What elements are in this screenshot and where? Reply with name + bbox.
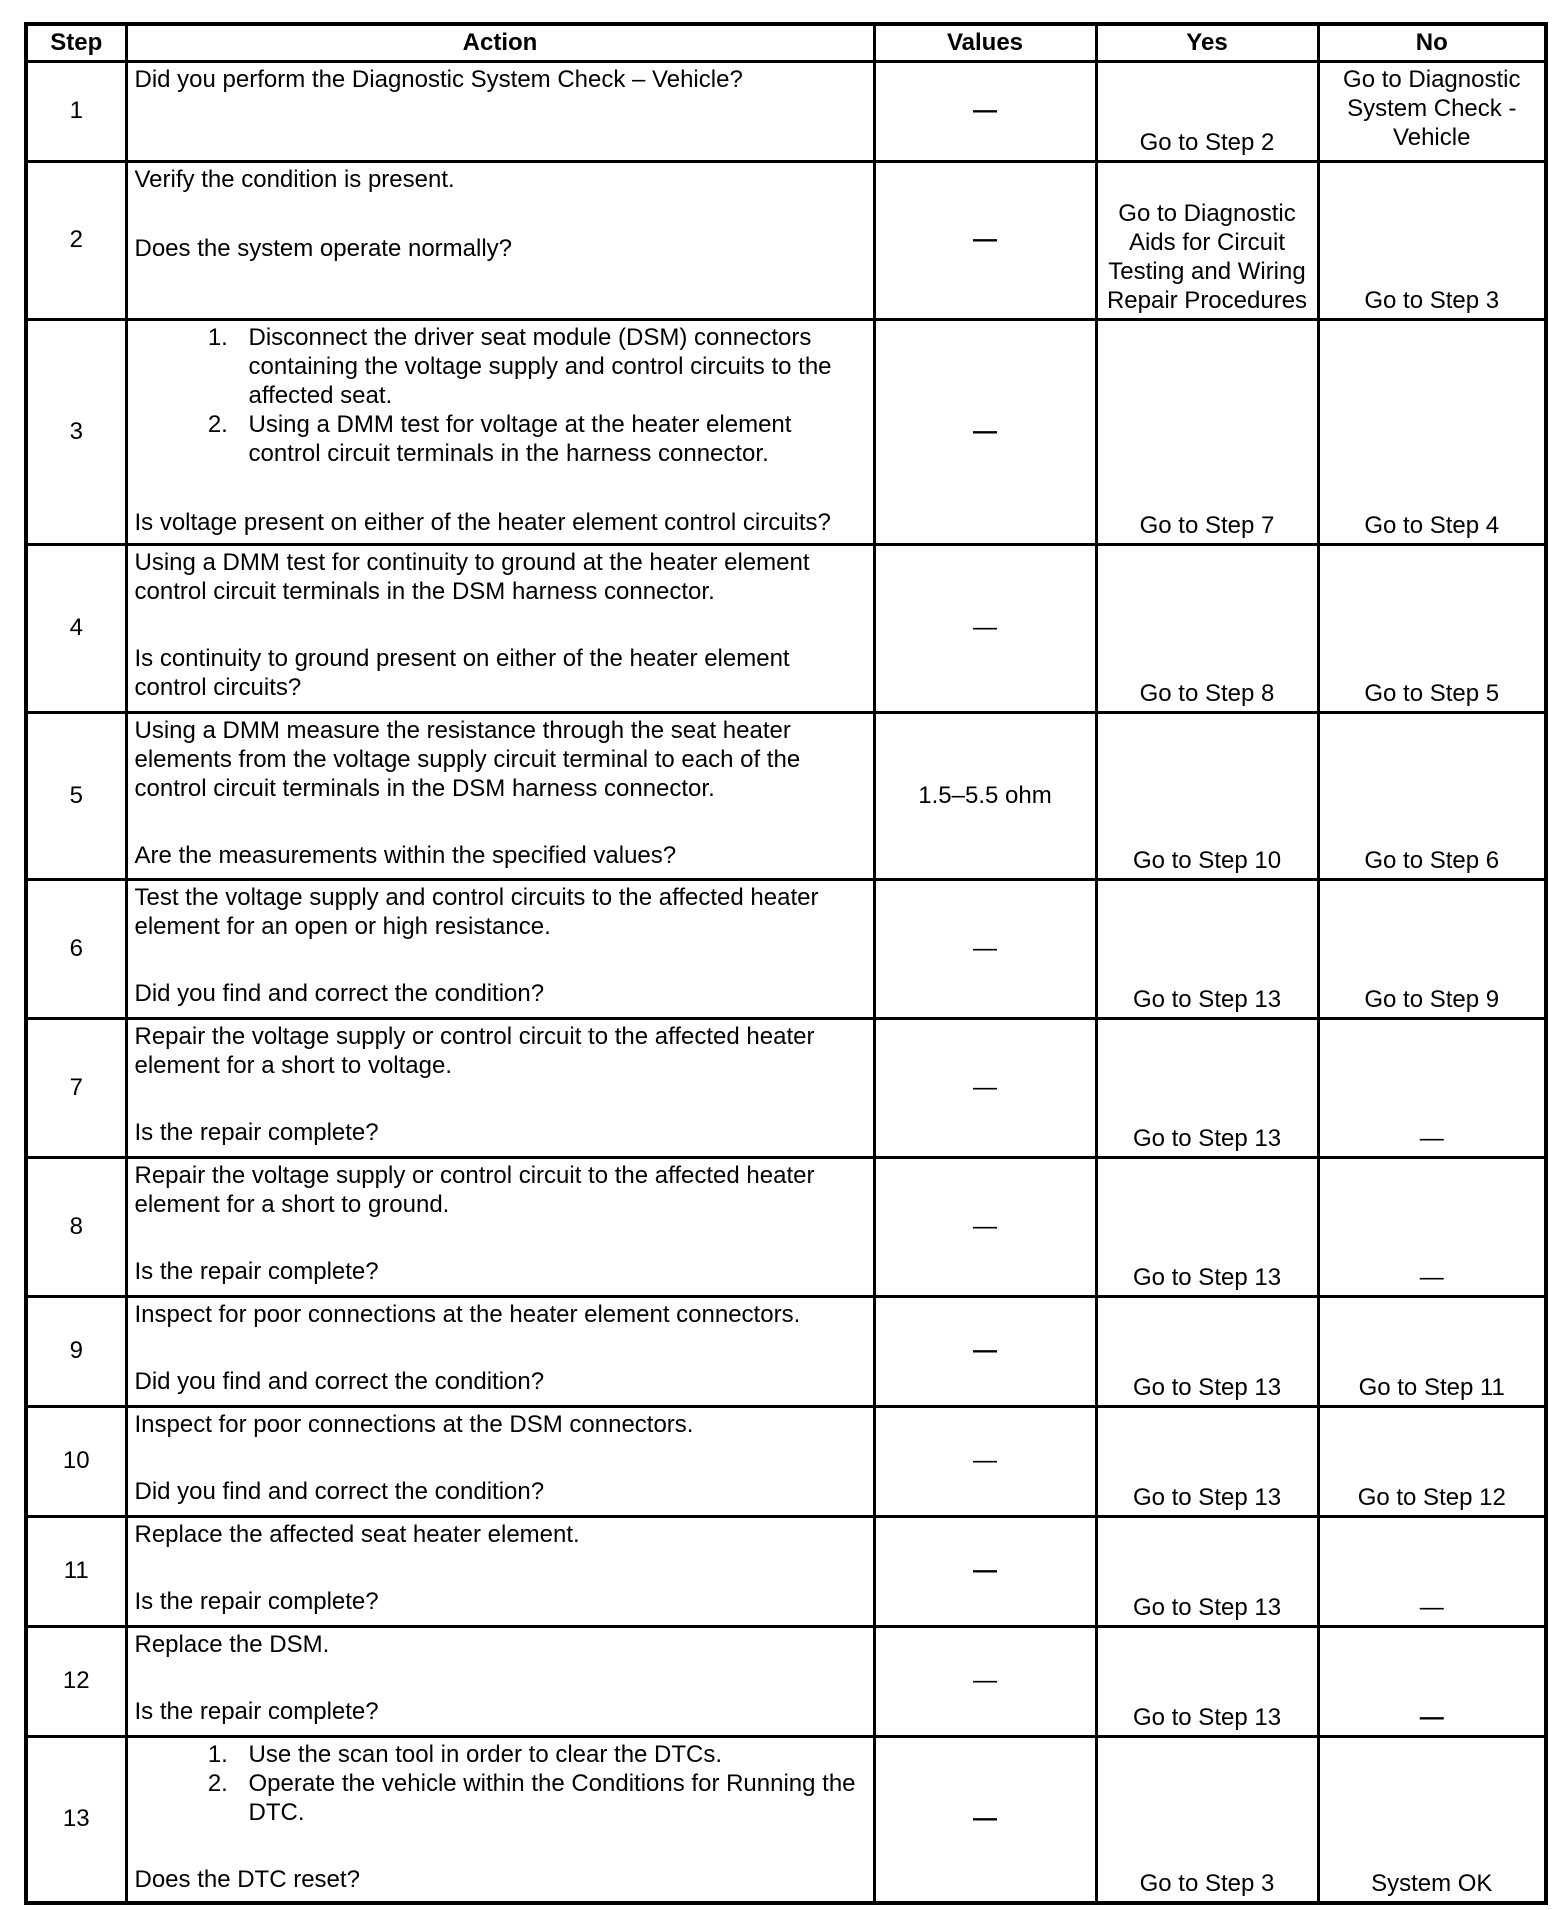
- action-text: Using a DMM measure the resistance through the seat heater elements from the voltage supply circuit terminal to each of the control circuit terminals in the DSM harness connector.: [134, 716, 801, 802]
- value-cell: —: [874, 1736, 1096, 1903]
- yes-cell: Go to Step 13: [1096, 1516, 1318, 1626]
- value-cell: —: [874, 319, 1096, 544]
- no-cell: Go to Step 9: [1318, 879, 1546, 1018]
- action-question: Did you find and correct the condition?: [134, 1477, 545, 1505]
- table-row: [26, 1626, 1546, 1736]
- value-cell: —: [874, 1406, 1096, 1516]
- action-list-item: 1. Disconnect the driver seat module (DSM) connectors containing the voltage supply and control circuits to the affected seat.: [235, 323, 866, 410]
- no-cell: —: [1318, 1516, 1546, 1626]
- no-cell: —: [1318, 1018, 1546, 1157]
- action-list-item: 2. Operate the vehicle within the Conditions for Running the DTC.: [235, 1769, 866, 1827]
- no-cell: Go to Step 5: [1318, 544, 1546, 712]
- action-question: Does the DTC reset?: [134, 1865, 360, 1893]
- yes-cell: Go to Step 10: [1096, 712, 1318, 879]
- step-number: 7: [26, 1018, 126, 1157]
- no-cell: Go to Step 6: [1318, 712, 1546, 879]
- header-step: Step: [26, 24, 126, 61]
- action-question: Did you find and correct the condition?: [134, 979, 545, 1007]
- action-question: Are the measurements within the specified values?: [134, 841, 677, 869]
- value-cell: —: [874, 61, 1096, 161]
- action-text: Did you perform the Diagnostic System Check – Vehicle?: [134, 65, 743, 93]
- action-cell: [126, 712, 874, 879]
- action-question: Is the repair complete?: [134, 1587, 379, 1615]
- no-cell: Go to Step 11: [1318, 1296, 1546, 1406]
- action-cell: [126, 1018, 874, 1157]
- header-action: Action: [126, 24, 874, 61]
- value-cell: —: [874, 1018, 1096, 1157]
- table-row: [26, 1516, 1546, 1626]
- action-text: Repair the voltage supply or control circuit to the affected heater element for a short to ground.: [134, 1161, 815, 1218]
- no-cell: Go to Step 4: [1318, 319, 1546, 544]
- step-number: 8: [26, 1157, 126, 1296]
- action-cell: [126, 1157, 874, 1296]
- action-text: Inspect for poor connections at the DSM connectors.: [134, 1410, 694, 1438]
- no-cell: System OK: [1318, 1736, 1546, 1903]
- action-text: Test the voltage supply and control circuits to the affected heater element for an open or high resistance.: [134, 883, 819, 940]
- action-cell: [126, 1626, 874, 1736]
- yes-cell: Go to Step 2: [1096, 61, 1318, 161]
- table-row: [26, 879, 1546, 1018]
- action-question: Is continuity to ground present on either of the heater element control circuits?: [134, 644, 790, 701]
- step-number: 6: [26, 879, 126, 1018]
- no-cell: Go to Step 12: [1318, 1406, 1546, 1516]
- action-text: Verify the condition is present.: [134, 165, 455, 193]
- action-list-item: 1. Use the scan tool in order to clear the DTCs.: [235, 1740, 866, 1769]
- table-row: [26, 161, 1546, 319]
- step-number: 1: [26, 61, 126, 161]
- action-text: Replace the affected seat heater element.: [134, 1520, 580, 1548]
- step-number: 10: [26, 1406, 126, 1516]
- action-step-list: [135, 323, 866, 468]
- action-text: Repair the voltage supply or control circuit to the affected heater element for a short to voltage.: [134, 1022, 815, 1079]
- yes-cell: Go to Step 8: [1096, 544, 1318, 712]
- action-question: Is the repair complete?: [134, 1257, 379, 1285]
- yes-cell: Go to Step 7: [1096, 319, 1318, 544]
- step-number: 9: [26, 1296, 126, 1406]
- table-row: [26, 319, 1546, 544]
- step-number: 3: [26, 319, 126, 544]
- value-cell: —: [874, 161, 1096, 319]
- value-cell: 1.5–5.5 ohm: [874, 712, 1096, 879]
- action-cell: [126, 61, 874, 161]
- value-cell: —: [874, 1296, 1096, 1406]
- action-cell: [126, 879, 874, 1018]
- action-step-list: [135, 1740, 866, 1827]
- action-text: Inspect for poor connections at the heater element connectors.: [134, 1300, 801, 1328]
- table-row: [26, 1157, 1546, 1296]
- value-cell: —: [874, 1626, 1096, 1736]
- value-cell: —: [874, 1516, 1096, 1626]
- action-question: Is the repair complete?: [134, 1118, 379, 1146]
- yes-cell: Go to Step 3: [1096, 1736, 1318, 1903]
- action-cell: [126, 1406, 874, 1516]
- action-list-item: 2. Using a DMM test for voltage at the heater element control circuit terminals in the harness connector.: [235, 410, 866, 468]
- yes-cell: Go to Step 13: [1096, 1157, 1318, 1296]
- table-row: [26, 1406, 1546, 1516]
- yes-cell: Go to Step 13: [1096, 1626, 1318, 1736]
- value-cell: —: [874, 544, 1096, 712]
- action-cell: [126, 544, 874, 712]
- yes-cell: Go to Step 13: [1096, 1406, 1318, 1516]
- value-cell: —: [874, 879, 1096, 1018]
- table-row: [26, 61, 1546, 161]
- step-number: 11: [26, 1516, 126, 1626]
- action-question: Is voltage present on either of the heater element control circuits?: [134, 508, 831, 536]
- action-cell: [126, 1296, 874, 1406]
- step-number: 12: [26, 1626, 126, 1736]
- action-cell: [126, 319, 874, 544]
- header-row: [26, 24, 1546, 61]
- step-number: 13: [26, 1736, 126, 1903]
- no-cell: Go to Step 3: [1318, 161, 1546, 319]
- no-cell: —: [1318, 1626, 1546, 1736]
- action-text: Replace the DSM.: [134, 1630, 330, 1658]
- diagnostic-table: [24, 22, 1548, 1905]
- action-question: Is the repair complete?: [134, 1697, 379, 1725]
- header-yes: Yes: [1096, 24, 1318, 61]
- action-question: Did you find and correct the condition?: [134, 1367, 545, 1395]
- yes-cell: Go to Diagnostic Aids for Circuit Testing and Wiring Repair Procedures: [1096, 161, 1318, 319]
- header-values: Values: [874, 24, 1096, 61]
- table-row: [26, 1296, 1546, 1406]
- action-cell: [126, 1736, 874, 1903]
- table-row: [26, 544, 1546, 712]
- yes-cell: Go to Step 13: [1096, 1296, 1318, 1406]
- value-cell: —: [874, 1157, 1096, 1296]
- yes-cell: Go to Step 13: [1096, 1018, 1318, 1157]
- table-row: [26, 712, 1546, 879]
- yes-cell: Go to Step 13: [1096, 879, 1318, 1018]
- step-number: 4: [26, 544, 126, 712]
- header-no: No: [1318, 24, 1546, 61]
- table-row: [26, 1018, 1546, 1157]
- step-number: 5: [26, 712, 126, 879]
- action-cell: [126, 1516, 874, 1626]
- action-cell: [126, 161, 874, 319]
- table-row: [26, 1736, 1546, 1903]
- no-cell: —: [1318, 1157, 1546, 1296]
- action-question: Does the system operate normally?: [134, 234, 513, 262]
- step-number: 2: [26, 161, 126, 319]
- no-cell: Go to Diagnostic System Check - Vehicle: [1318, 61, 1546, 161]
- action-text: Using a DMM test for continuity to ground at the heater element control circuit terminals in the DSM harness connector.: [134, 548, 810, 605]
